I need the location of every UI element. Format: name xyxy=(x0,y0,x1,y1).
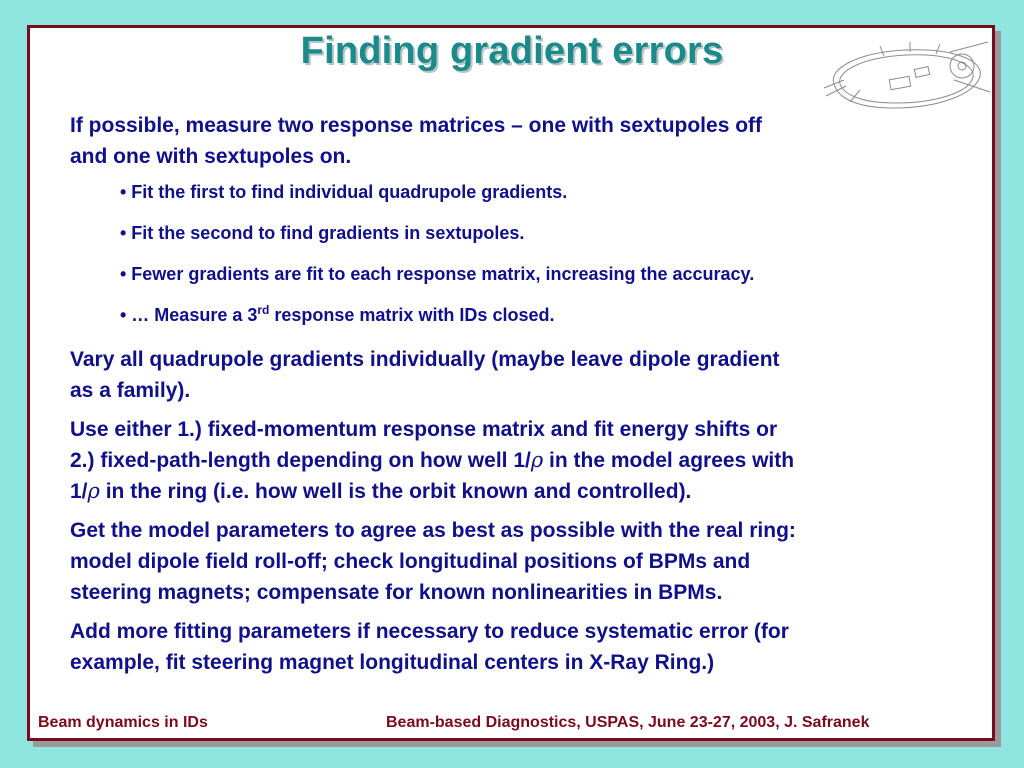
footer-citation: Beam-based Diagnostics, USPAS, June 23-27, 2003, J. Safranek xyxy=(386,714,870,731)
text-line: If possible, measure two response matrices – one with sextupoles off xyxy=(70,114,763,137)
text-line: as a family). xyxy=(70,379,191,402)
slide-title: Finding gradient errors xyxy=(300,30,724,72)
text-line: model dipole field roll-off; check longitudinal positions of BPMs and xyxy=(70,550,751,573)
bullet-text: response matrix with IDs closed. xyxy=(269,305,555,325)
footer-course-title: Beam dynamics in IDs xyxy=(38,714,208,731)
text-line: Use either 1.) fixed-momentum response matrix and fit energy shifts or xyxy=(70,418,778,441)
text-segment: in the ring (i.e. how well is the orbit known and controlled). xyxy=(99,480,692,503)
rho-symbol: ρ xyxy=(530,448,544,472)
text-segment: 2.) fixed-path-length depending on how well 1/ xyxy=(70,449,531,472)
rho-symbol: ρ xyxy=(87,479,100,503)
paragraph-two-matrices xyxy=(70,110,970,172)
bullet-item: • Fit the second to find gradients in sextupoles. xyxy=(120,223,525,243)
text-line xyxy=(70,476,970,507)
text-line: example, fit steering magnet longitudinal centers in X-Ray Ring.) xyxy=(70,651,715,674)
text-segment: in the model agrees with xyxy=(543,449,795,472)
text-line: Get the model parameters to agree as best as possible with the real ring: xyxy=(70,519,796,542)
bullet-item-third-matrix xyxy=(120,303,970,327)
paragraph-response-matrix-choice xyxy=(70,414,970,507)
bullet-item: • Fit the first to find individual quadrupole gradients. xyxy=(120,182,568,202)
paragraph-model-parameters xyxy=(70,515,970,608)
paragraph-more-parameters xyxy=(70,616,970,678)
slide-body xyxy=(70,110,970,686)
bullet-item: • Fewer gradients are fit to each response matrix, increasing the accuracy. xyxy=(120,264,755,284)
paragraph-vary-gradients xyxy=(70,344,970,406)
storage-ring-logo xyxy=(820,38,992,114)
bullet-text: • … Measure a 3 xyxy=(120,305,258,325)
text-line: and one with sextupoles on. xyxy=(70,145,352,168)
text-line xyxy=(70,445,970,476)
text-line: steering magnets; compensate for known nonlinearities in BPMs. xyxy=(70,581,723,604)
text-line: Add more fitting parameters if necessary to reduce systematic error (for xyxy=(70,620,789,643)
text-segment: 1/ xyxy=(70,480,88,503)
text-line: Vary all quadrupole gradients individually (maybe leave dipole gradient xyxy=(70,348,780,371)
superscript-rd: rd xyxy=(257,303,270,317)
